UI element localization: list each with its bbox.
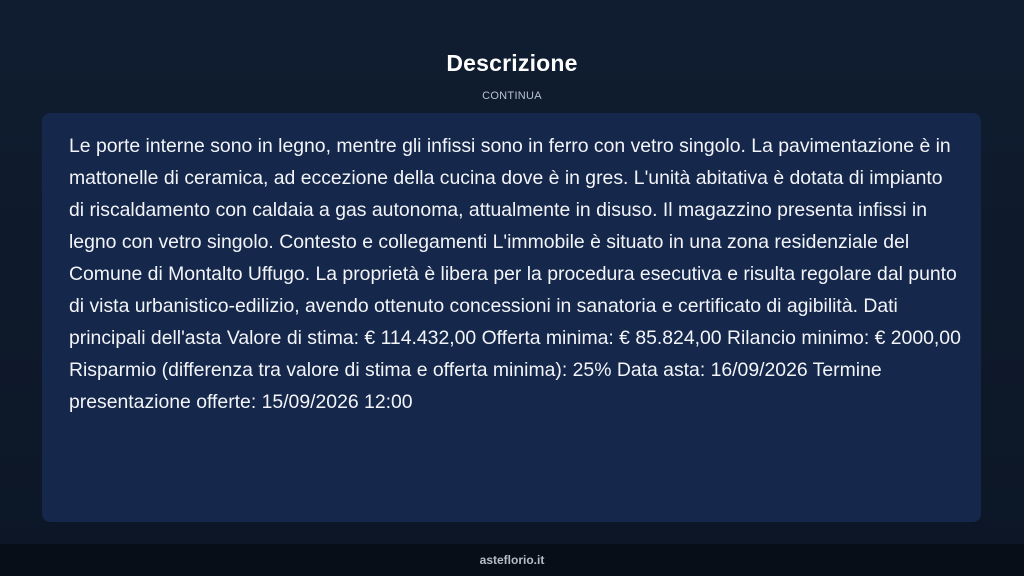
footer-bar xyxy=(0,544,1024,576)
page-title: Descrizione xyxy=(446,50,578,76)
description-card xyxy=(42,113,981,522)
description-text: Le porte interne sono in legno, mentre gli infissi sono in ferro con vetro singolo. La pavimentazione è in mattonelle di ceramica, ad eccezione della cucina dove è in gres. L'unità abitativa è dotata di impianto di riscaldamento con caldaia a gas autonoma, attualmente in disuso. Il magazzino presenta infissi in legno con vetro singolo. Contesto e collegamenti L'immobile è situato in una zona residenziale del Comune di Montalto Uffugo. La proprietà è libera per la procedura esecutiva e risulta regolare dal punto di vista urbanistico-edilizio, avendo ottenuto concessioni in sanatoria e certificato di agibilità. Dati principali dell'asta Valore di stima: € 114.432,00 Offerta minima: € 85.824,00 Rilancio minimo: € 2000,00 Risparmio (differenza tra valore di stima e offerta minima): 25% Data asta: 16/09/2026 Termine presentazione offerte: 15/09/2026 12:00 xyxy=(69,135,961,413)
page-subtitle: CONTINUA xyxy=(482,90,542,102)
footer-site-label: asteflorio.it xyxy=(479,553,545,567)
